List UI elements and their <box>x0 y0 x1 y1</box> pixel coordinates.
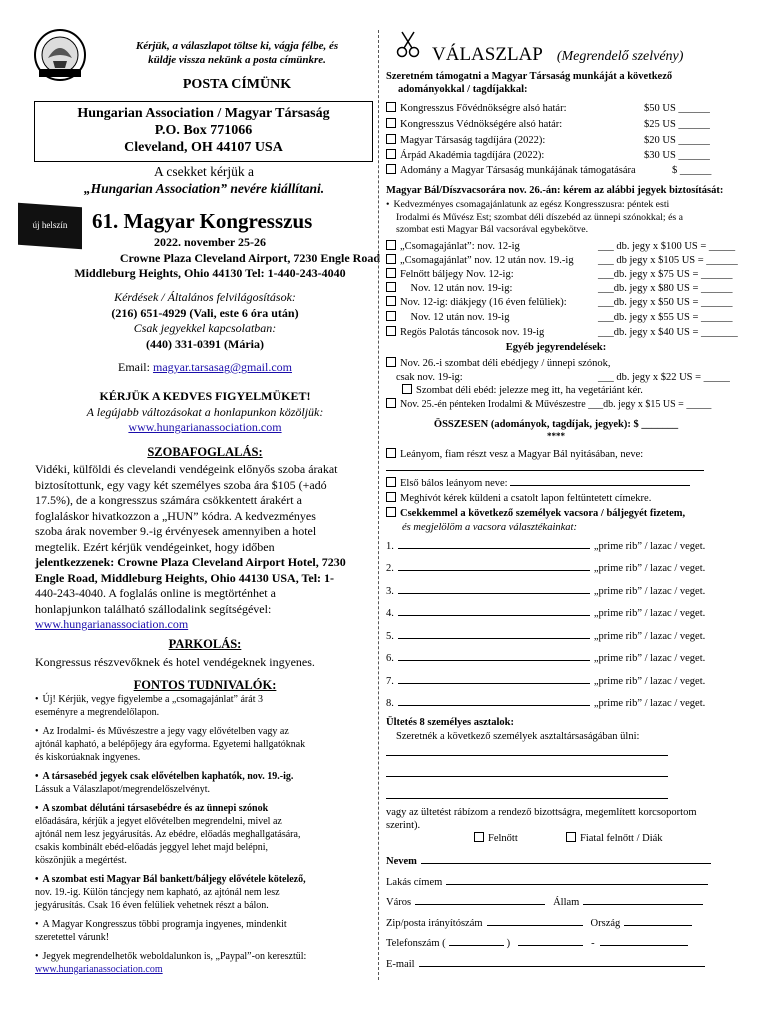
checkbox[interactable] <box>386 311 396 321</box>
zip-country-field[interactable] <box>386 917 726 930</box>
room-text-line: foglaláskor hivatkozzon a „HUN” kódra. A kedvezményes <box>35 508 316 523</box>
website-link[interactable]: www.hungarianassociation.com <box>128 420 282 434</box>
donation-amount: $ ______ <box>672 165 712 176</box>
donation-amount: $30 US ______ <box>644 150 710 161</box>
meal-row[interactable] <box>386 585 726 598</box>
attention-heading: KÉRJÜK A KEDVES FIGYELMÜKET! <box>99 389 311 403</box>
phone-dash: - <box>591 938 595 949</box>
room-text-line: 440-243-4040. A foglalás online is megtörténhet a <box>35 586 276 600</box>
literary-row[interactable] <box>386 398 726 411</box>
address-line: P.O. Box 771066 <box>154 123 253 138</box>
ticket-row[interactable] <box>386 282 733 295</box>
checkbox[interactable] <box>386 134 396 144</box>
donation-row[interactable] <box>386 134 726 147</box>
info-line: eseményre a megrendelőlapon. <box>35 707 160 718</box>
meal-number: 3. <box>386 586 394 597</box>
first-ball-field[interactable] <box>510 485 690 486</box>
ticket-amount: ___db. jegy x $75 US = ______ <box>598 269 733 280</box>
ticket-row[interactable] <box>386 311 733 324</box>
checkbox[interactable] <box>402 384 412 394</box>
congress-title: 61. Magyar Kongresszus <box>92 209 313 233</box>
meal-row[interactable] <box>386 607 726 620</box>
phone-prefix-input[interactable] <box>518 945 583 946</box>
checkbox[interactable] <box>386 398 396 408</box>
check-note-line: A csekket kérjük a <box>153 164 255 179</box>
info-line: ajtónál nem lesz jegyárusítás. Az ebédre, előadás meghallgatására, <box>35 829 301 840</box>
checkbox[interactable] <box>386 282 396 292</box>
ticket-label: Nov. 12 után nov. 19-ig <box>400 312 510 323</box>
seating-title: Ültetés 8 személyes asztalok: <box>386 717 514 728</box>
form-title <box>432 44 683 66</box>
info-line: • Új! Kérjük, vegye figyelembe a „csomagajánlat” árát 3 <box>35 693 380 706</box>
meal-choice[interactable]: „prime rib” / lazac / veget. <box>593 608 706 619</box>
city-state-field[interactable] <box>386 896 726 909</box>
address-line: Hungarian Association / Magyar Társaság <box>77 106 330 121</box>
donation-row[interactable] <box>386 118 726 131</box>
checkbox[interactable] <box>386 164 396 174</box>
ticket-amount: ___db. jegy x $80 US = ______ <box>598 283 733 294</box>
country-input[interactable] <box>624 925 692 926</box>
info-item <box>35 950 380 976</box>
attention-subtitle: A legújabb változásokat a honlapunkon közöljük: <box>86 404 324 419</box>
cut-divider <box>378 30 379 980</box>
donation-row[interactable] <box>386 102 726 115</box>
meal-payment-row[interactable] <box>386 507 726 520</box>
zip-input[interactable] <box>487 925 583 926</box>
room-text-line: szoba árak november 9.-ig érvényesek amennyiben a hotel <box>35 524 317 538</box>
donation-amount: $50 US ______ <box>644 103 710 114</box>
seating-line[interactable] <box>386 776 668 777</box>
name-input[interactable] <box>421 863 711 864</box>
seating-line[interactable] <box>386 755 668 756</box>
congress-address: Middleburg Heights, Ohio 44130 Tel: 1-440-243-4040 <box>74 266 346 280</box>
ball-title: Magyar Bál/Díszvacsorára nov. 26.-án: kérem az alábbi jegyek biztosítását: <box>386 185 724 196</box>
header-note-line: küldje vissza nekünk a posta címünkre. <box>148 54 326 66</box>
total-line: ÖSSZESEN (adományok, tagdíjak, jegyek): $ _______ <box>433 419 679 430</box>
lunch-row-2 <box>386 371 730 384</box>
ticket-row[interactable] <box>386 268 733 281</box>
checkbox[interactable] <box>386 477 396 487</box>
daughter-row[interactable] <box>386 448 726 461</box>
info-line: szeretettel várunk! <box>35 932 110 943</box>
ticket-label: „Csomagajánlat”: nov. 12-ig <box>400 241 520 252</box>
young-option[interactable] <box>566 832 726 845</box>
meal-choice[interactable]: „prime rib” / lazac / veget. <box>593 631 706 642</box>
info-item <box>35 802 380 867</box>
address-field[interactable] <box>386 876 726 889</box>
stars: **** <box>547 431 565 441</box>
checkbox[interactable] <box>386 254 396 264</box>
meal-number: 8. <box>386 698 394 709</box>
vegetarian-row[interactable] <box>402 384 742 397</box>
meal-name-field[interactable] <box>398 548 590 549</box>
donation-label: Kongresszus Védnökségére alsó határ: <box>400 119 563 130</box>
invitation-label: Meghívót kérek küldeni a csatolt lapon feltüntetett címekre. <box>400 493 652 504</box>
info-item <box>35 693 380 719</box>
info-list <box>35 693 380 976</box>
invitation-row[interactable] <box>386 492 726 505</box>
meal-number: 1. <box>386 541 394 552</box>
state-label: Állam <box>553 897 580 908</box>
info-line: • A Magyar Kongresszus többi programja ingyenes, mindenkit <box>35 918 380 931</box>
questions-label: Kérdések / Általános felvilágosítások: <box>114 290 296 304</box>
room-text-line: Engle Road, Middleburg Heights, Ohio 44130 USA, Tel: 1- <box>35 570 335 585</box>
meal-row[interactable] <box>386 540 726 553</box>
header-note-line: Kérjük, a válaszlapot töltse ki, vágja félbe, és <box>135 40 339 52</box>
donation-row[interactable] <box>386 149 726 162</box>
posta-title: POSTA CÍMÜNK <box>182 77 292 92</box>
ticket-row[interactable] <box>386 326 738 339</box>
ticket-label: Nov. 12 után nov. 19-ig: <box>400 283 513 294</box>
checkbox[interactable] <box>386 268 396 278</box>
parking-title: PARKOLÁS: <box>168 637 242 651</box>
checkbox[interactable] <box>386 507 396 517</box>
email-field[interactable] <box>386 958 726 971</box>
ticket-label: Nov. 12-ig: diákjegy (16 éven felüliek): <box>400 297 567 308</box>
info-line: csakis kombinált ebéd-előadás jeggyel lehet majd belépni, <box>35 842 268 853</box>
meal-name-field[interactable] <box>398 570 590 571</box>
meal-number: 7. <box>386 676 394 687</box>
room-text-line: megtelik. Ezért kérjük vendégeinket, hogy időben <box>35 539 275 554</box>
first-ball-row[interactable] <box>386 477 726 490</box>
seating-note-line: vagy az ültetést rábízom a rendező bizottságra, megemlített korcsoportom <box>386 807 697 818</box>
checkbox[interactable] <box>386 118 396 128</box>
donation-amount: $20 US ______ <box>644 135 710 146</box>
info-item <box>35 873 380 912</box>
meal-choice[interactable]: „prime rib” / lazac / veget. <box>593 676 706 687</box>
congress-info <box>40 235 380 282</box>
donation-row[interactable] <box>386 164 726 177</box>
parking-text: Kongressus részvevőknek és hotel vendégeknek ingyenes. <box>35 655 315 669</box>
meal-number: 6. <box>386 653 394 664</box>
info-line: nov. 19.-ig. Külön táncjegy nem kapható, az ajtónál nem lesz <box>35 887 280 898</box>
state-input[interactable] <box>583 904 703 905</box>
check-note <box>34 163 374 197</box>
info-line: • A társasebéd jegyek csak elővételben kaphatók, nov. 19.-ig. <box>35 770 380 783</box>
checkbox[interactable] <box>386 448 396 458</box>
daughter-name-line[interactable] <box>386 470 704 471</box>
info-line: köszönjük a megértést. <box>35 855 127 866</box>
meal-number: 2. <box>386 563 394 574</box>
info-title: FONTOS TUDNIVALÓK: <box>133 678 277 692</box>
ticket-label: „Csomagajánlat” nov. 12 után nov. 19.-ig <box>400 255 574 266</box>
first-ball-label: Első bálos leányom neve: <box>400 478 508 489</box>
meal-name-field[interactable] <box>398 615 590 616</box>
ticket-amount: ___db. jegy x $40 US = _______ <box>598 327 738 338</box>
adult-label: Felnőtt <box>488 833 518 844</box>
meal-name-field[interactable] <box>398 683 590 684</box>
donation-amount: $25 US ______ <box>644 119 710 130</box>
literary-label: Nov. 25.-én pénteken Irodalmi & Művészestre ___db. jegy x $15 US = _____ <box>400 399 712 410</box>
info-line: ajtónál kapható, a belépőjegy ára egyforma. Egyetemi hallgatóknak <box>35 739 306 750</box>
info-line: • A szombat délutáni társasebédre és az ünnepi szónok <box>35 802 380 815</box>
ticket-amount: ___db. jegy x $55 US = ______ <box>598 312 733 323</box>
attention-block <box>40 389 370 436</box>
lunch-amount: ___ db. jegy x $22 US = _____ <box>598 372 730 383</box>
lunch-row[interactable] <box>386 357 726 370</box>
phone-number-input[interactable] <box>600 945 688 946</box>
area-code-input[interactable] <box>449 945 504 946</box>
checkbox[interactable] <box>386 492 396 502</box>
meal-row[interactable] <box>386 562 726 575</box>
city-label: Város <box>386 897 412 908</box>
info-line: • Jegyek megrendelhetők weboldalunkon is, „Paypal”-on keresztül: <box>35 950 380 963</box>
new-venue-label: új helszín <box>32 220 68 230</box>
vegetarian-label: Szombat déli ebéd: jelezze meg itt, ha vegetáriánt kér. <box>416 385 643 396</box>
ticket-amount: ___db. jegy x $50 US = ______ <box>598 297 733 308</box>
tickets-phone: (440) 331-0391 (Mária) <box>146 336 264 351</box>
info-website-link[interactable]: www.hungarianassociation.com <box>35 964 163 975</box>
form-title-sub: (Megrendelő szelvény) <box>556 49 684 64</box>
info-line: és kiskorúaknak ingyenes. <box>35 752 141 763</box>
ticket-row[interactable] <box>386 240 736 253</box>
meal-choice[interactable]: „prime rib” / lazac / veget. <box>593 698 706 709</box>
city-input[interactable] <box>415 904 545 905</box>
email-link[interactable]: magyar.tarsasag@gmail.com <box>152 360 292 374</box>
info-line: Lássuk a Válaszlapot/megrendelőszelvényt. <box>35 784 211 795</box>
phone-close-paren: ) <box>506 938 511 949</box>
single-tickets-title: Egyéb jegyrendelések: <box>505 342 607 353</box>
meal-payment-label: Csekkemmel a következő személyek vacsora / báljegyét fizetem, <box>400 508 686 519</box>
ticket-row[interactable] <box>386 296 733 309</box>
checkbox[interactable] <box>386 296 396 306</box>
ticket-amount: ___ db. jegy x $100 US = _____ <box>598 241 736 252</box>
ball-note-line: Irodalmi és Művész Est; szombat déli díszebéd az ünnepi szónokkal; és a <box>396 211 684 223</box>
meal-name-field[interactable] <box>398 593 590 594</box>
info-line: • A szombat esti Magyar Bál bankett/báljegy elővétele kötelező, <box>35 873 380 886</box>
ticket-label: Felnőtt báljegy Nov. 12-ig: <box>400 269 514 280</box>
donation-label: Adomány a Magyar Társaság munkájának támogatására <box>400 165 636 176</box>
room-text-line: Vidéki, külföldi és clevelandi vendégeink előnyős szoba árakat <box>35 462 338 476</box>
meal-row[interactable] <box>386 697 726 710</box>
address-box <box>34 101 373 162</box>
seating-line[interactable] <box>386 798 668 799</box>
address-label: Lakás címem <box>386 877 443 888</box>
zip-label: Zip/posta irányítószám <box>386 918 483 929</box>
room-title: SZOBAFOGLALÁS: <box>147 445 263 459</box>
ball-note-line: • Kedvezményes csomagajánlatunk az egész Kongresszusra: péntek esti <box>386 199 731 212</box>
info-item <box>35 770 380 796</box>
seating-subtitle: Szeretnék a következő személyek asztaltársaságában ülni: <box>396 731 640 742</box>
meal-name-field[interactable] <box>398 660 590 661</box>
room-text <box>35 462 380 633</box>
donation-label: Magyar Társaság tagdíjára (2022): <box>400 135 546 146</box>
country-label: Ország <box>590 918 621 929</box>
room-text-line: biztosítottunk, egy vagy két személyes szoba ára $105 (+adó <box>35 477 327 492</box>
name-label: Nevem <box>386 856 417 867</box>
contact-block <box>40 290 370 352</box>
tickets-label: Csak jegyekkel kapcsolatban: <box>133 321 277 335</box>
form-title-main: VÁLASZLAP <box>432 44 543 65</box>
checkbox[interactable] <box>386 326 396 336</box>
meal-row[interactable] <box>386 675 726 688</box>
meal-number: 4. <box>386 608 394 619</box>
ticket-amount: ___ db jegy x $105 US = ______ <box>598 255 738 266</box>
header-note <box>92 39 382 67</box>
info-line: • Az Irodalmi- és Művészestre a jegy vagy elővételben vagy az <box>35 725 380 738</box>
donation-label: Árpád Akadémia tagdíjára (2022): <box>400 150 545 161</box>
checkbox[interactable] <box>566 832 576 842</box>
email-line <box>40 360 370 376</box>
name-field[interactable] <box>386 855 726 868</box>
room-text-line: 17.5%), de a kongresszus számára csökkentett árakért a <box>35 493 302 507</box>
meal-choice[interactable]: „prime rib” / lazac / veget. <box>593 541 706 552</box>
ball-note-line: szombat esti Magyar Bál vacsorával egybekötve. <box>396 224 589 235</box>
checkbox[interactable] <box>386 149 396 159</box>
phone-label: Telefonszám ( <box>386 938 446 949</box>
phone-field[interactable] <box>386 937 726 950</box>
checkbox[interactable] <box>386 102 396 112</box>
donation-intro <box>386 70 726 96</box>
info-line: jegyárusítás. Csak 16 éven felüliek vehetnek részt a bálon. <box>35 900 269 911</box>
intro-line: Szeretném támogatni a Magyar Társaság munkáját a következő <box>386 71 673 82</box>
info-item <box>35 918 380 944</box>
scissors-icon <box>395 30 421 60</box>
email-label: Email: <box>117 360 153 374</box>
checkbox[interactable] <box>386 240 396 250</box>
info-line: előadására, kérjük a jegyet elővételben megrendelni, mivel az <box>35 816 282 827</box>
ticket-row[interactable] <box>386 254 738 267</box>
ball-note <box>386 199 731 237</box>
meal-number: 5. <box>386 631 394 642</box>
lunch-label: Nov. 26.-i szombat déli ebédjegy / ünnepi szónok, <box>400 358 611 369</box>
meal-row[interactable] <box>386 652 726 665</box>
meal-name-field[interactable] <box>398 705 590 706</box>
lunch-deadline: csak nov. 19-ig: <box>396 372 463 383</box>
email-field-label: E-mail <box>386 959 415 970</box>
email-input[interactable] <box>419 966 705 967</box>
checkbox[interactable] <box>474 832 484 842</box>
room-link[interactable]: www.hungarianassociation.com <box>35 617 189 631</box>
check-note-line: „Hungarian Association” nevére kiállítani. <box>83 181 325 196</box>
address-input[interactable] <box>446 884 708 885</box>
meal-row[interactable] <box>386 630 726 643</box>
young-label: Fiatal felnőtt / Diák <box>580 833 663 844</box>
meal-choice[interactable]: „prime rib” / lazac / veget. <box>593 586 706 597</box>
meal-choice[interactable]: „prime rib” / lazac / veget. <box>593 653 706 664</box>
seating-note-line: szerint). <box>386 820 421 831</box>
seating-note <box>386 806 731 832</box>
congress-date: 2022. november 25-26 <box>153 235 267 249</box>
daughter-label: Leányom, fiam részt vesz a Magyar Bál nyitásában, neve: <box>400 449 644 460</box>
questions-phone: (216) 651-4929 (Vali, este 6 óra után) <box>111 305 299 320</box>
association-seal-logo <box>33 28 87 82</box>
ticket-label: Regös Palotás táncosok nov. 19-ig <box>400 327 545 338</box>
info-item <box>35 725 380 764</box>
intro-line: adományokkal / tagdíjakkal: <box>398 84 528 95</box>
donation-label: Kongresszus Fővédnökségre alsó határ: <box>400 103 567 114</box>
address-line: Cleveland, OH 44107 USA <box>124 140 283 155</box>
meal-name-field[interactable] <box>398 638 590 639</box>
congress-venue: Crowne Plaza Cleveland Airport, 7230 Engle Road <box>119 250 380 265</box>
meal-payment-sub: és megjelölöm a vacsora választékainkat: <box>402 522 577 533</box>
room-text-line: honlapjunkon található szállodalink segítségével: <box>35 601 272 616</box>
checkbox[interactable] <box>386 357 396 367</box>
room-text-line: jelentkezzenek: Crowne Plaza Cleveland Airport Hotel, 7230 <box>35 555 346 569</box>
meal-choice[interactable]: „prime rib” / lazac / veget. <box>593 563 706 574</box>
